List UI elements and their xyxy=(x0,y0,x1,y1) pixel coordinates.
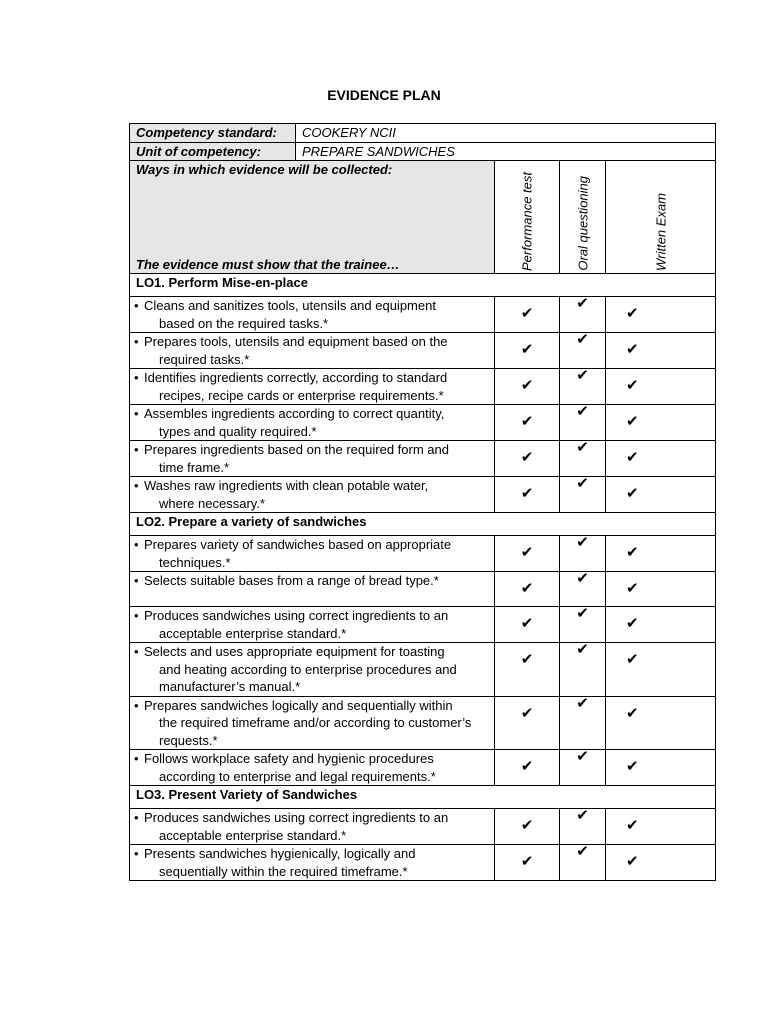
criterion-text xyxy=(130,369,495,405)
criterion-row xyxy=(130,643,716,697)
criterion-continuation: acceptable enterprise standard.* xyxy=(159,827,347,843)
criterion-continuation: based on the required tasks.* xyxy=(159,315,329,331)
checkmark-icon: ✔ xyxy=(520,651,534,668)
bullet-icon: • xyxy=(134,608,139,623)
criterion-continuation: techniques.* xyxy=(159,554,231,570)
section-title: LO3. Present Variety of Sandwiches xyxy=(130,786,716,809)
check-cell-performance-test xyxy=(495,607,560,643)
criterion-first-line: Prepares sandwiches logically and sequentially within xyxy=(144,697,453,713)
bullet-icon: • xyxy=(134,751,139,766)
check-cell-performance-test xyxy=(495,809,560,845)
checkmark-icon: ✔ xyxy=(520,704,534,722)
competency-row xyxy=(130,124,716,143)
check-cell-oral-questioning xyxy=(560,809,606,845)
check-cell-oral-questioning xyxy=(560,477,606,513)
criterion-continuation: according to enterprise and legal requirements.* xyxy=(159,768,436,784)
checkmark-icon: ✔ xyxy=(576,807,589,824)
criterion-continuation: required tasks.* xyxy=(159,351,250,367)
column-performance-test xyxy=(495,161,560,274)
check-cell-written-exam xyxy=(606,369,716,405)
check-cell-oral-questioning xyxy=(560,643,606,697)
check-cell-performance-test xyxy=(495,643,560,697)
criterion-continuation: where necessary.* xyxy=(159,495,265,511)
competency-label: Competency standard: xyxy=(130,124,296,143)
criterion-text xyxy=(130,572,495,607)
check-cell-written-exam xyxy=(606,696,716,750)
criterion-text xyxy=(130,750,495,786)
section-row xyxy=(130,274,716,297)
criterion-first-line: Cleans and sanitizes tools, utensils and equipment xyxy=(144,298,436,313)
criterion-row xyxy=(130,750,716,786)
check-cell-oral-questioning xyxy=(560,333,606,369)
column-label: Written Exam xyxy=(652,192,668,271)
check-cell-written-exam xyxy=(606,607,716,643)
section-title: LO1. Perform Mise-en-place xyxy=(130,274,716,297)
check-cell-oral-questioning xyxy=(560,607,606,643)
check-cell-written-exam xyxy=(606,477,716,513)
bullet-icon: • xyxy=(134,478,139,493)
checkmark-icon: ✔ xyxy=(576,439,589,456)
checkmark-icon: ✔ xyxy=(626,485,639,502)
checkmark-icon: ✔ xyxy=(576,403,589,420)
checkmark-icon: ✔ xyxy=(520,413,534,430)
bullet-icon: • xyxy=(134,370,139,385)
check-cell-written-exam xyxy=(606,441,716,477)
check-cell-written-exam xyxy=(606,333,716,369)
criterion-first-line: Washes raw ingredients with clean potable water, xyxy=(144,478,429,493)
bullet-icon: • xyxy=(134,298,139,313)
criterion-first-line: Selects suitable bases from a range of bread type.* xyxy=(144,573,439,588)
bullet-icon: • xyxy=(134,537,139,552)
check-cell-oral-questioning xyxy=(560,405,606,441)
checkmark-icon: ✔ xyxy=(520,580,534,597)
check-cell-performance-test xyxy=(495,845,560,881)
criterion-first-line: Selects and uses appropriate equipment for toasting xyxy=(144,644,445,659)
checkmark-icon: ✔ xyxy=(626,341,639,358)
checkmark-icon: ✔ xyxy=(626,615,639,632)
criterion-row xyxy=(130,333,716,369)
criterion-row xyxy=(130,536,716,572)
checkmark-icon: ✔ xyxy=(520,853,534,870)
section-row xyxy=(130,513,716,536)
criterion-text xyxy=(130,809,495,845)
check-cell-performance-test xyxy=(495,696,560,750)
bullet-icon: • xyxy=(134,697,139,713)
ways-label: Ways in which evidence will be collected: xyxy=(136,162,393,177)
checkmark-icon: ✔ xyxy=(520,449,534,466)
checkmark-icon: ✔ xyxy=(576,605,589,622)
criterion-text xyxy=(130,536,495,572)
criterion-continuation: and heating according to enterprise procedures and manufacturer’s manual.* xyxy=(159,661,457,694)
checkmark-icon: ✔ xyxy=(576,694,589,712)
criterion-text xyxy=(130,405,495,441)
criterion-text xyxy=(130,333,495,369)
checkmark-icon: ✔ xyxy=(626,449,639,466)
check-cell-oral-questioning xyxy=(560,297,606,333)
checkmark-icon: ✔ xyxy=(576,331,589,348)
check-cell-written-exam xyxy=(606,750,716,786)
checkmark-icon: ✔ xyxy=(626,651,639,668)
column-label: Performance test xyxy=(519,172,535,271)
check-cell-performance-test xyxy=(495,405,560,441)
checkmark-icon: ✔ xyxy=(520,544,534,561)
check-cell-written-exam xyxy=(606,297,716,333)
checkmark-icon: ✔ xyxy=(520,758,534,775)
check-cell-oral-questioning xyxy=(560,441,606,477)
criterion-row xyxy=(130,696,716,750)
ways-cell xyxy=(130,161,495,274)
criterion-continuation: acceptable enterprise standard.* xyxy=(159,625,347,641)
page-title: EVIDENCE PLAN xyxy=(327,87,441,103)
bullet-icon: • xyxy=(134,810,139,825)
competency-value: COOKERY NCII xyxy=(296,124,716,143)
unit-label: Unit of competency: xyxy=(130,142,296,161)
checkmark-icon: ✔ xyxy=(626,413,639,430)
checkmark-icon: ✔ xyxy=(520,377,534,394)
criterion-text xyxy=(130,643,495,697)
check-cell-written-exam xyxy=(606,572,716,607)
check-cell-performance-test xyxy=(495,369,560,405)
checkmark-icon: ✔ xyxy=(626,305,639,322)
criterion-first-line: Follows workplace safety and hygienic procedures xyxy=(144,751,434,766)
criterion-text xyxy=(130,477,495,513)
criterion-first-line: Prepares variety of sandwiches based on appropriate xyxy=(144,537,452,552)
bullet-icon: • xyxy=(134,442,139,457)
checkmark-icon: ✔ xyxy=(576,534,589,551)
bullet-icon: • xyxy=(134,406,139,421)
criterion-first-line: Prepares ingredients based on the required form and xyxy=(144,442,449,457)
check-cell-oral-questioning xyxy=(560,572,606,607)
criterion-continuation: sequentially within the required timeframe.* xyxy=(159,863,408,879)
criterion-row xyxy=(130,477,716,513)
check-cell-performance-test xyxy=(495,536,560,572)
check-cell-performance-test xyxy=(495,441,560,477)
checkmark-icon: ✔ xyxy=(576,570,589,587)
check-cell-oral-questioning xyxy=(560,696,606,750)
criterion-row xyxy=(130,369,716,405)
criterion-text xyxy=(130,696,495,750)
criterion-first-line: Produces sandwiches using correct ingredients to an xyxy=(144,608,449,623)
criterion-row xyxy=(130,405,716,441)
bullet-icon: • xyxy=(134,644,139,659)
criterion-row xyxy=(130,809,716,845)
checkmark-icon: ✔ xyxy=(626,377,639,394)
checkmark-icon: ✔ xyxy=(576,295,589,312)
column-header-row xyxy=(130,161,716,274)
check-cell-performance-test xyxy=(495,750,560,786)
check-cell-oral-questioning xyxy=(560,845,606,881)
checkmark-icon: ✔ xyxy=(626,817,639,834)
criterion-continuation: time frame.* xyxy=(159,459,230,475)
check-cell-written-exam xyxy=(606,643,716,697)
check-cell-oral-questioning xyxy=(560,369,606,405)
criterion-row xyxy=(130,845,716,881)
check-cell-performance-test xyxy=(495,572,560,607)
checkmark-icon: ✔ xyxy=(626,704,639,722)
criterion-first-line: Produces sandwiches using correct ingredients to an xyxy=(144,810,449,825)
evidence-label: The evidence must show that the trainee… xyxy=(136,256,400,272)
check-cell-performance-test xyxy=(495,333,560,369)
column-label: Oral questioning xyxy=(574,176,590,271)
check-cell-written-exam xyxy=(606,809,716,845)
criterion-text xyxy=(130,441,495,477)
criterion-first-line: Prepares tools, utensils and equipment based on the xyxy=(144,334,448,349)
criterion-text xyxy=(130,845,495,881)
check-cell-oral-questioning xyxy=(560,750,606,786)
bullet-icon: • xyxy=(134,573,139,588)
column-oral-questioning xyxy=(560,161,606,274)
criterion-continuation: types and quality required.* xyxy=(159,423,317,439)
check-cell-written-exam xyxy=(606,845,716,881)
check-cell-written-exam xyxy=(606,536,716,572)
unit-value: PREPARE SANDWICHES xyxy=(296,142,716,161)
evidence-plan-table xyxy=(129,123,716,881)
criterion-first-line: Presents sandwiches hygienically, logically and xyxy=(144,846,416,861)
criterion-row xyxy=(130,297,716,333)
checkmark-icon: ✔ xyxy=(626,853,639,870)
criterion-row xyxy=(130,572,716,607)
check-cell-performance-test xyxy=(495,477,560,513)
criterion-first-line: Assembles ingredients according to correct quantity, xyxy=(144,406,445,421)
criterion-continuation: the required timeframe and/or according to customer’s requests.* xyxy=(159,715,472,748)
bullet-icon: • xyxy=(134,846,139,861)
checkmark-icon: ✔ xyxy=(626,580,639,597)
check-cell-oral-questioning xyxy=(560,536,606,572)
checkmark-icon: ✔ xyxy=(576,641,589,658)
checkmark-icon: ✔ xyxy=(520,305,534,322)
criterion-text xyxy=(130,607,495,643)
checkmark-icon: ✔ xyxy=(576,367,589,384)
check-cell-written-exam xyxy=(606,405,716,441)
checkmark-icon: ✔ xyxy=(520,485,534,502)
criterion-row xyxy=(130,441,716,477)
checkmark-icon: ✔ xyxy=(576,475,589,492)
section-row xyxy=(130,786,716,809)
checkmark-icon: ✔ xyxy=(520,615,534,632)
checkmark-icon: ✔ xyxy=(576,843,589,860)
checkmark-icon: ✔ xyxy=(520,817,534,834)
criterion-row xyxy=(130,607,716,643)
criterion-first-line: Identifies ingredients correctly, according to standard xyxy=(144,370,448,385)
criterion-text xyxy=(130,297,495,333)
section-title: LO2. Prepare a variety of sandwiches xyxy=(130,513,716,536)
criterion-continuation: recipes, recipe cards or enterprise requirements.* xyxy=(159,387,444,403)
unit-row xyxy=(130,142,716,161)
checkmark-icon: ✔ xyxy=(576,748,589,765)
checkmark-icon: ✔ xyxy=(626,758,639,775)
check-cell-performance-test xyxy=(495,297,560,333)
checkmark-icon: ✔ xyxy=(626,544,639,561)
checkmark-icon: ✔ xyxy=(520,341,534,358)
bullet-icon: • xyxy=(134,334,139,349)
column-written-exam xyxy=(606,161,716,274)
